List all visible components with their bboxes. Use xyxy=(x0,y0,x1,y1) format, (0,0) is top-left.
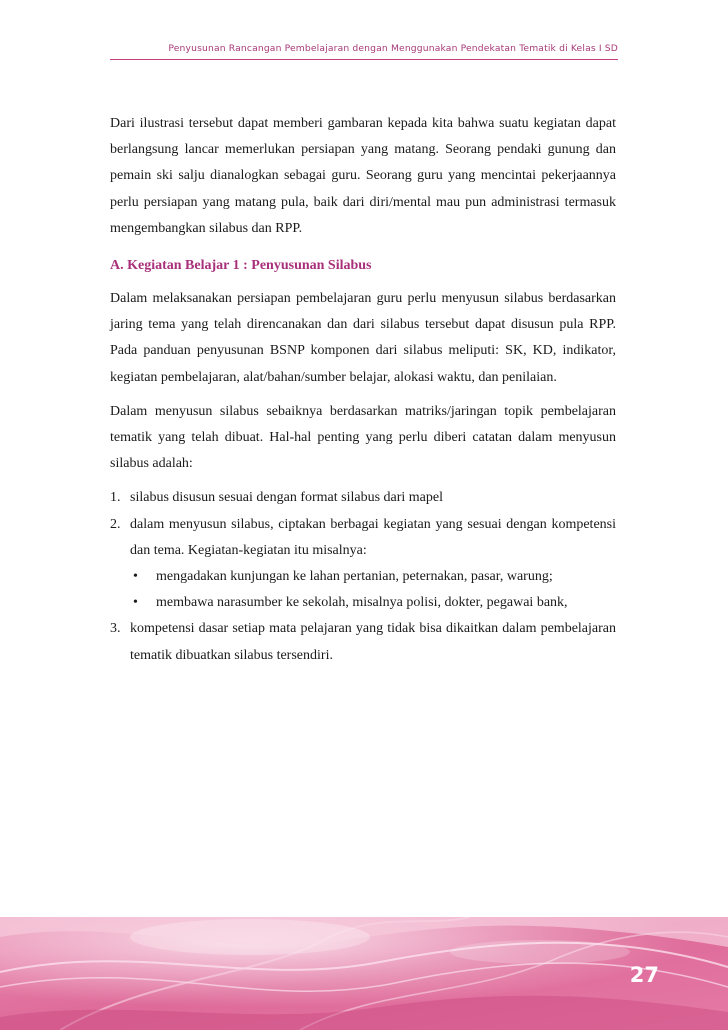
list-item-number: 2. xyxy=(110,516,121,532)
footer-swirl-graphic xyxy=(0,917,728,1030)
section-heading: A. Kegiatan Belajar 1 : Penyusunan Silabus xyxy=(110,258,372,274)
section-paragraph-1: Dalam melaksanakan persiapan pembelajaran guru perlu menyusun silabus berdasarkan jaring tema yang telah direncanakan dan dari silabus tersebut dapat disusun pula RPP. Pada panduan penyusunan BSNP komponen dari silabus meliputi: SK, KD, indikator, kegiatan pembelajaran, alat/bahan/sumber belajar, alokasi waktu, dan penilaian. xyxy=(110,291,616,385)
header-rule xyxy=(110,59,618,60)
list-item xyxy=(110,616,616,668)
list-item xyxy=(110,485,616,511)
bullet-list xyxy=(130,564,616,616)
footer-decoration xyxy=(0,917,728,1030)
intro-paragraph: Dari ilustrasi tersebut dapat memberi gambaran kepada kita bahwa suatu kegiatan dapat berlangsung lancar memerlukan persiapan yang matang. Seorang pendaki gunung dan pemain ski salju dianalogkan sebagai guru. Seorang guru yang mencintai pekerjaannya perlu persiapan yang matang pula, baik dari diri/mental mau pun administrasi termasuk mengembangkan silabus dan RPP. xyxy=(110,116,616,236)
running-header: Penyusunan Rancangan Pembelajaran dengan Menggunakan Pendekatan Tematik di Kelas I SD xyxy=(168,43,618,54)
numbered-list xyxy=(110,485,616,668)
page-number: 27 xyxy=(629,963,659,987)
bullet-icon: • xyxy=(133,595,138,611)
bullet-item xyxy=(130,564,616,590)
bullet-icon: • xyxy=(133,569,138,585)
list-item-text: silabus disusun sesuai dengan format silabus dari mapel xyxy=(130,490,443,506)
bullet-text: membawa narasumber ke sekolah, misalnya polisi, dokter, pegawai bank, xyxy=(156,595,568,611)
bullet-item xyxy=(130,590,616,616)
list-item-text: kompetensi dasar setiap mata pelajaran yang tidak bisa dikaitkan dalam pembelajaran tematik dibuatkan silabus tersendiri. xyxy=(130,621,616,663)
list-item-number: 3. xyxy=(110,621,121,637)
page-content xyxy=(110,111,616,669)
bullet-text: mengadakan kunjungan ke lahan pertanian, peternakan, pasar, warung; xyxy=(156,569,553,585)
list-item-number: 1. xyxy=(110,490,121,506)
section-paragraph-2: Dalam menyusun silabus sebaiknya berdasarkan matriks/jaringan topik pembelajaran tematik yang telah dibuat. Hal-hal penting yang perlu diberi catatan dalam menyusun silabus adalah: xyxy=(110,403,616,472)
list-item-text: dalam menyusun silabus, ciptakan berbagai kegiatan yang sesuai dengan kompetensi dan tema. Kegiatan-kegiatan itu misalnya: xyxy=(130,516,616,558)
list-item xyxy=(110,512,616,617)
